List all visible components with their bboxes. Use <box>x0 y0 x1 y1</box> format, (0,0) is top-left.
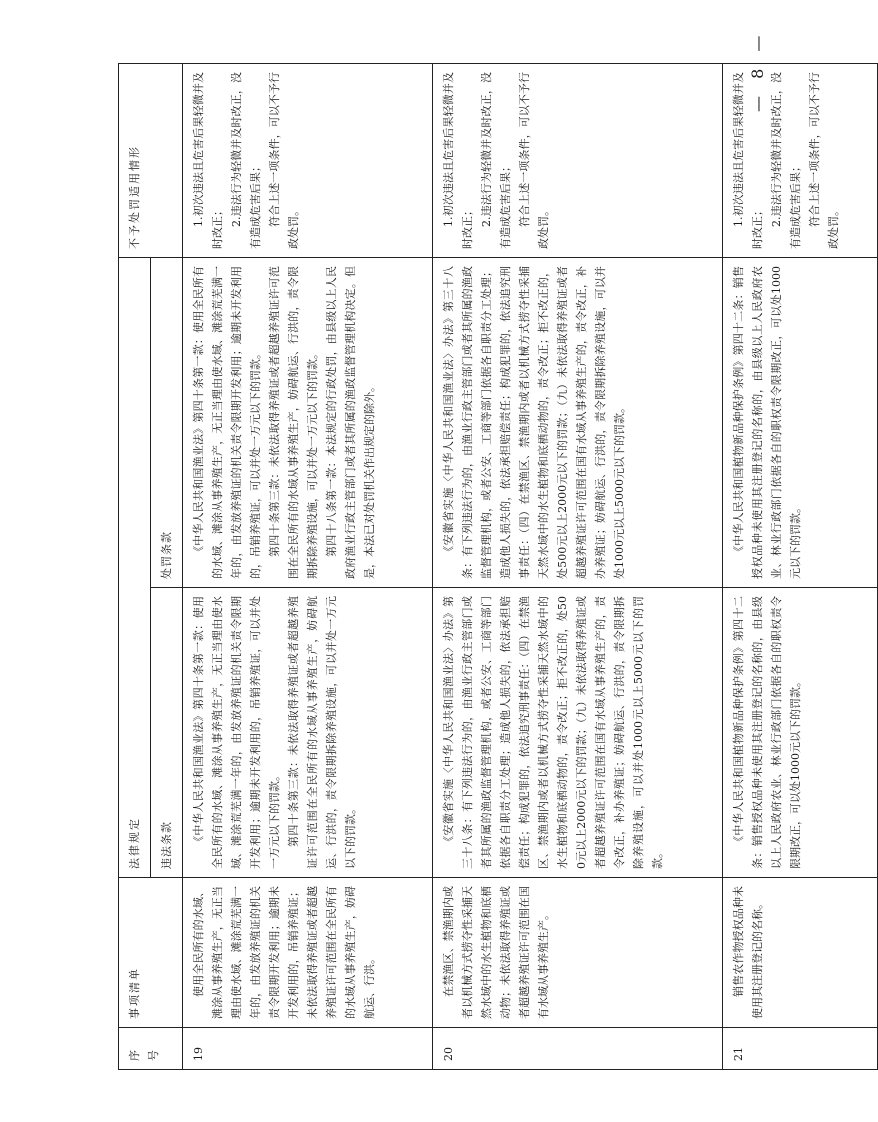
penalty-terms-cell <box>723 258 878 588</box>
no-penalty-paragraph: 1.初次违法且危害后果轻微并及时改正； <box>442 72 474 249</box>
header-seq: 序号 <box>119 1028 183 1070</box>
penalty-terms-cell <box>433 258 723 588</box>
row-index: 20 <box>433 1028 723 1070</box>
no-penalty-paragraph: 符合上述一项条件，可以不予行政处罚。 <box>268 72 300 249</box>
header-no-penalty: 不予处罚适用情形 <box>119 64 183 258</box>
penalty-terms-paragraph: 《中华人民共和国植物新品种保护条例》第四十二条：销售授权品种未使用其注册登记的名称的，由县级以上人民政府农业、林业行政部门依据各自的职权责令限期改正，可以处1000元以下的罚款。 <box>732 266 802 579</box>
illegal-terms-cell <box>183 588 433 878</box>
penalty-exemption-table <box>118 63 878 1070</box>
illegal-terms-paragraph: 《中华人民共和国植物新品种保护条例》第四十二条：销售授权品种未使用其注册登记的名称的，由县级以上人民政府农业、林业行政部门依据各自的职权责令限期改正，可以处1000元以下的罚款。 <box>732 596 802 869</box>
illegal-terms-paragraph: 《中华人民共和国渔业法》第四十条第一款：使用全民所有的水域、滩涂从事养殖生产，无正当理由使水域、滩涂荒芜满一年的，由发放养殖证的机关责令限期开发利用；逾期未开发利用的，吊销养殖证，可以并处一万元以下的罚款。 <box>192 596 281 869</box>
no-penalty-cell <box>723 64 878 258</box>
table-row <box>433 64 723 1070</box>
no-penalty-paragraph: 2.违法行为轻微并及时改正，没有造成危害后果； <box>480 72 512 249</box>
row-index: 21 <box>723 1028 878 1070</box>
penalty-terms-paragraph: 《中华人民共和国渔业法》第四十条第一款：使用全民所有的水域、滩涂从事养殖生产，无正当理由使水域、滩涂荒芜满一年的，由发放养殖证的机关责令限期开发利用；逾期未开发利用的，吊销养殖证，可以并处一万元以下的罚款。 <box>192 266 262 579</box>
no-penalty-paragraph: 符合上述一项条件，可以不予行政处罚。 <box>808 72 840 249</box>
penalty-terms-paragraph: 第四十条第三款：未依法取得养殖证或者超越养殖证许可范围在全民所有的水域从事养殖生产，妨碍航运、行洪的，责令限期拆除养殖设施，可以并处一万元以下的罚款。 <box>268 266 319 579</box>
item-text: 使用全民所有的水域、滩涂从事养殖生产，无正当理由使水域、滩涂荒芜满一年的，由发放养殖证的机关责令限期开发利用；逾期未开发利用的，吊销养殖证；未依法取得养殖证或者超越养殖证许可范围在全民所有的水域从事养殖生产，妨碍航运、行洪。 <box>192 886 376 1019</box>
header-item: 事项清单 <box>119 878 183 1028</box>
row-index: 19 <box>183 1028 433 1070</box>
no-penalty-paragraph: 1.初次违法且危害后果轻微并及时改正； <box>732 72 764 249</box>
item-cell <box>433 878 723 1028</box>
item-text: 销售农作物授权品种未使用其注册登记的名称。 <box>732 886 764 1019</box>
no-penalty-paragraph: 2.违法行为轻微并及时改正，没有造成危害后果； <box>230 72 262 249</box>
penalty-terms-cell <box>183 258 433 588</box>
header-penalty-terms: 处罚条款 <box>151 258 183 588</box>
table-row <box>183 64 433 1070</box>
no-penalty-cell <box>433 64 723 258</box>
table-row <box>723 64 878 1070</box>
no-penalty-paragraph: 符合上述一项条件，可以不予行政处罚。 <box>518 72 550 249</box>
header-legal: 法律规定 <box>119 258 151 878</box>
penalty-terms-paragraph: 《安徽省实施〈中华人民共和国渔业法〉办法》第三十八条：有下列违法行为的，由渔业行政主管部门或者其所属的渔政监督管理机构，或者公安、工商等部门依据各自职责分工处理；造成他人损失的，依法承担赔偿责任；构成犯罪的，依法追究刑事责任：（四）在禁渔区、禁渔期内或者以机械方式捞夺性采捕天然水域中的水生植物和底栖动物的，责令改正；拒不改正的，处500元以上2000元以下的罚款；（九）未依法取得养殖证或者超越养殖证许可范围在国有水域从事养殖生产的，责令改正，补办养殖证；妨碍航运、行洪的，责令限期拆除养殖设施，可以并处1000元以上5000元以下的罚款。 <box>442 266 626 579</box>
illegal-terms-cell <box>433 588 723 878</box>
header-illegal-terms: 违法条款 <box>151 588 183 878</box>
no-penalty-paragraph: 2.违法行为轻微并及时改正，没有造成危害后果； <box>770 72 802 249</box>
no-penalty-paragraph: 1.初次违法且危害后果轻微并及时改正； <box>192 72 224 249</box>
penalty-terms-paragraph: 第四十八条第一款：本法规定的行政处罚，由县级以上人民政府渔业行政主管部门或者其所属的渔政监督管理机构决定。但是，本法已对处罚机关作出规定的除外。 <box>325 266 376 579</box>
item-cell <box>183 878 433 1028</box>
item-text: 在禁渔区、禁渔期内或者以机械方式捞夺性采捕天然水域中的水生植物和底栖动物；未依法取得养殖证或者超越养殖证许可范围在国有水域从事养殖生产。 <box>442 886 550 1019</box>
page-number: — 8 — <box>748 29 767 112</box>
no-penalty-cell <box>183 64 433 258</box>
illegal-terms-paragraph: 第四十条第三款：未依法取得养殖证或者超越养殖证许可范围在全民所有的水域从事养殖生产，妨碍航运、行洪的，责令限期拆除养殖设施，可以并处一万元以下的罚款。 <box>287 596 357 869</box>
illegal-terms-paragraph: 《安徽省实施〈中华人民共和国渔业法〉办法》第三十八条：有下列违法行为的，由渔业行政主管部门或者其所属的渔政监督管理机构，或者公安、工商等部门依据各自职责分工处理；造成他人损失的，依法承担赔偿责任；构成犯罪的，依法追究刑事责任：（四）在禁渔区、禁渔期内或者以机械方式捞夺性采捕天然水域中的水生植物和底栖动物的，责令改正；拒不改正的，处500元以上2000元以下的罚款；（九）未依法取得养殖证或者超越养殖证许可范围在国有水域从事养殖生产的，责令改正，补办养殖证；妨碍航运、行洪的，责令限期拆除养殖设施，可以并处1000元以上5000元以下的罚款。 <box>442 596 664 869</box>
item-cell <box>723 878 878 1028</box>
illegal-terms-cell <box>723 588 878 878</box>
